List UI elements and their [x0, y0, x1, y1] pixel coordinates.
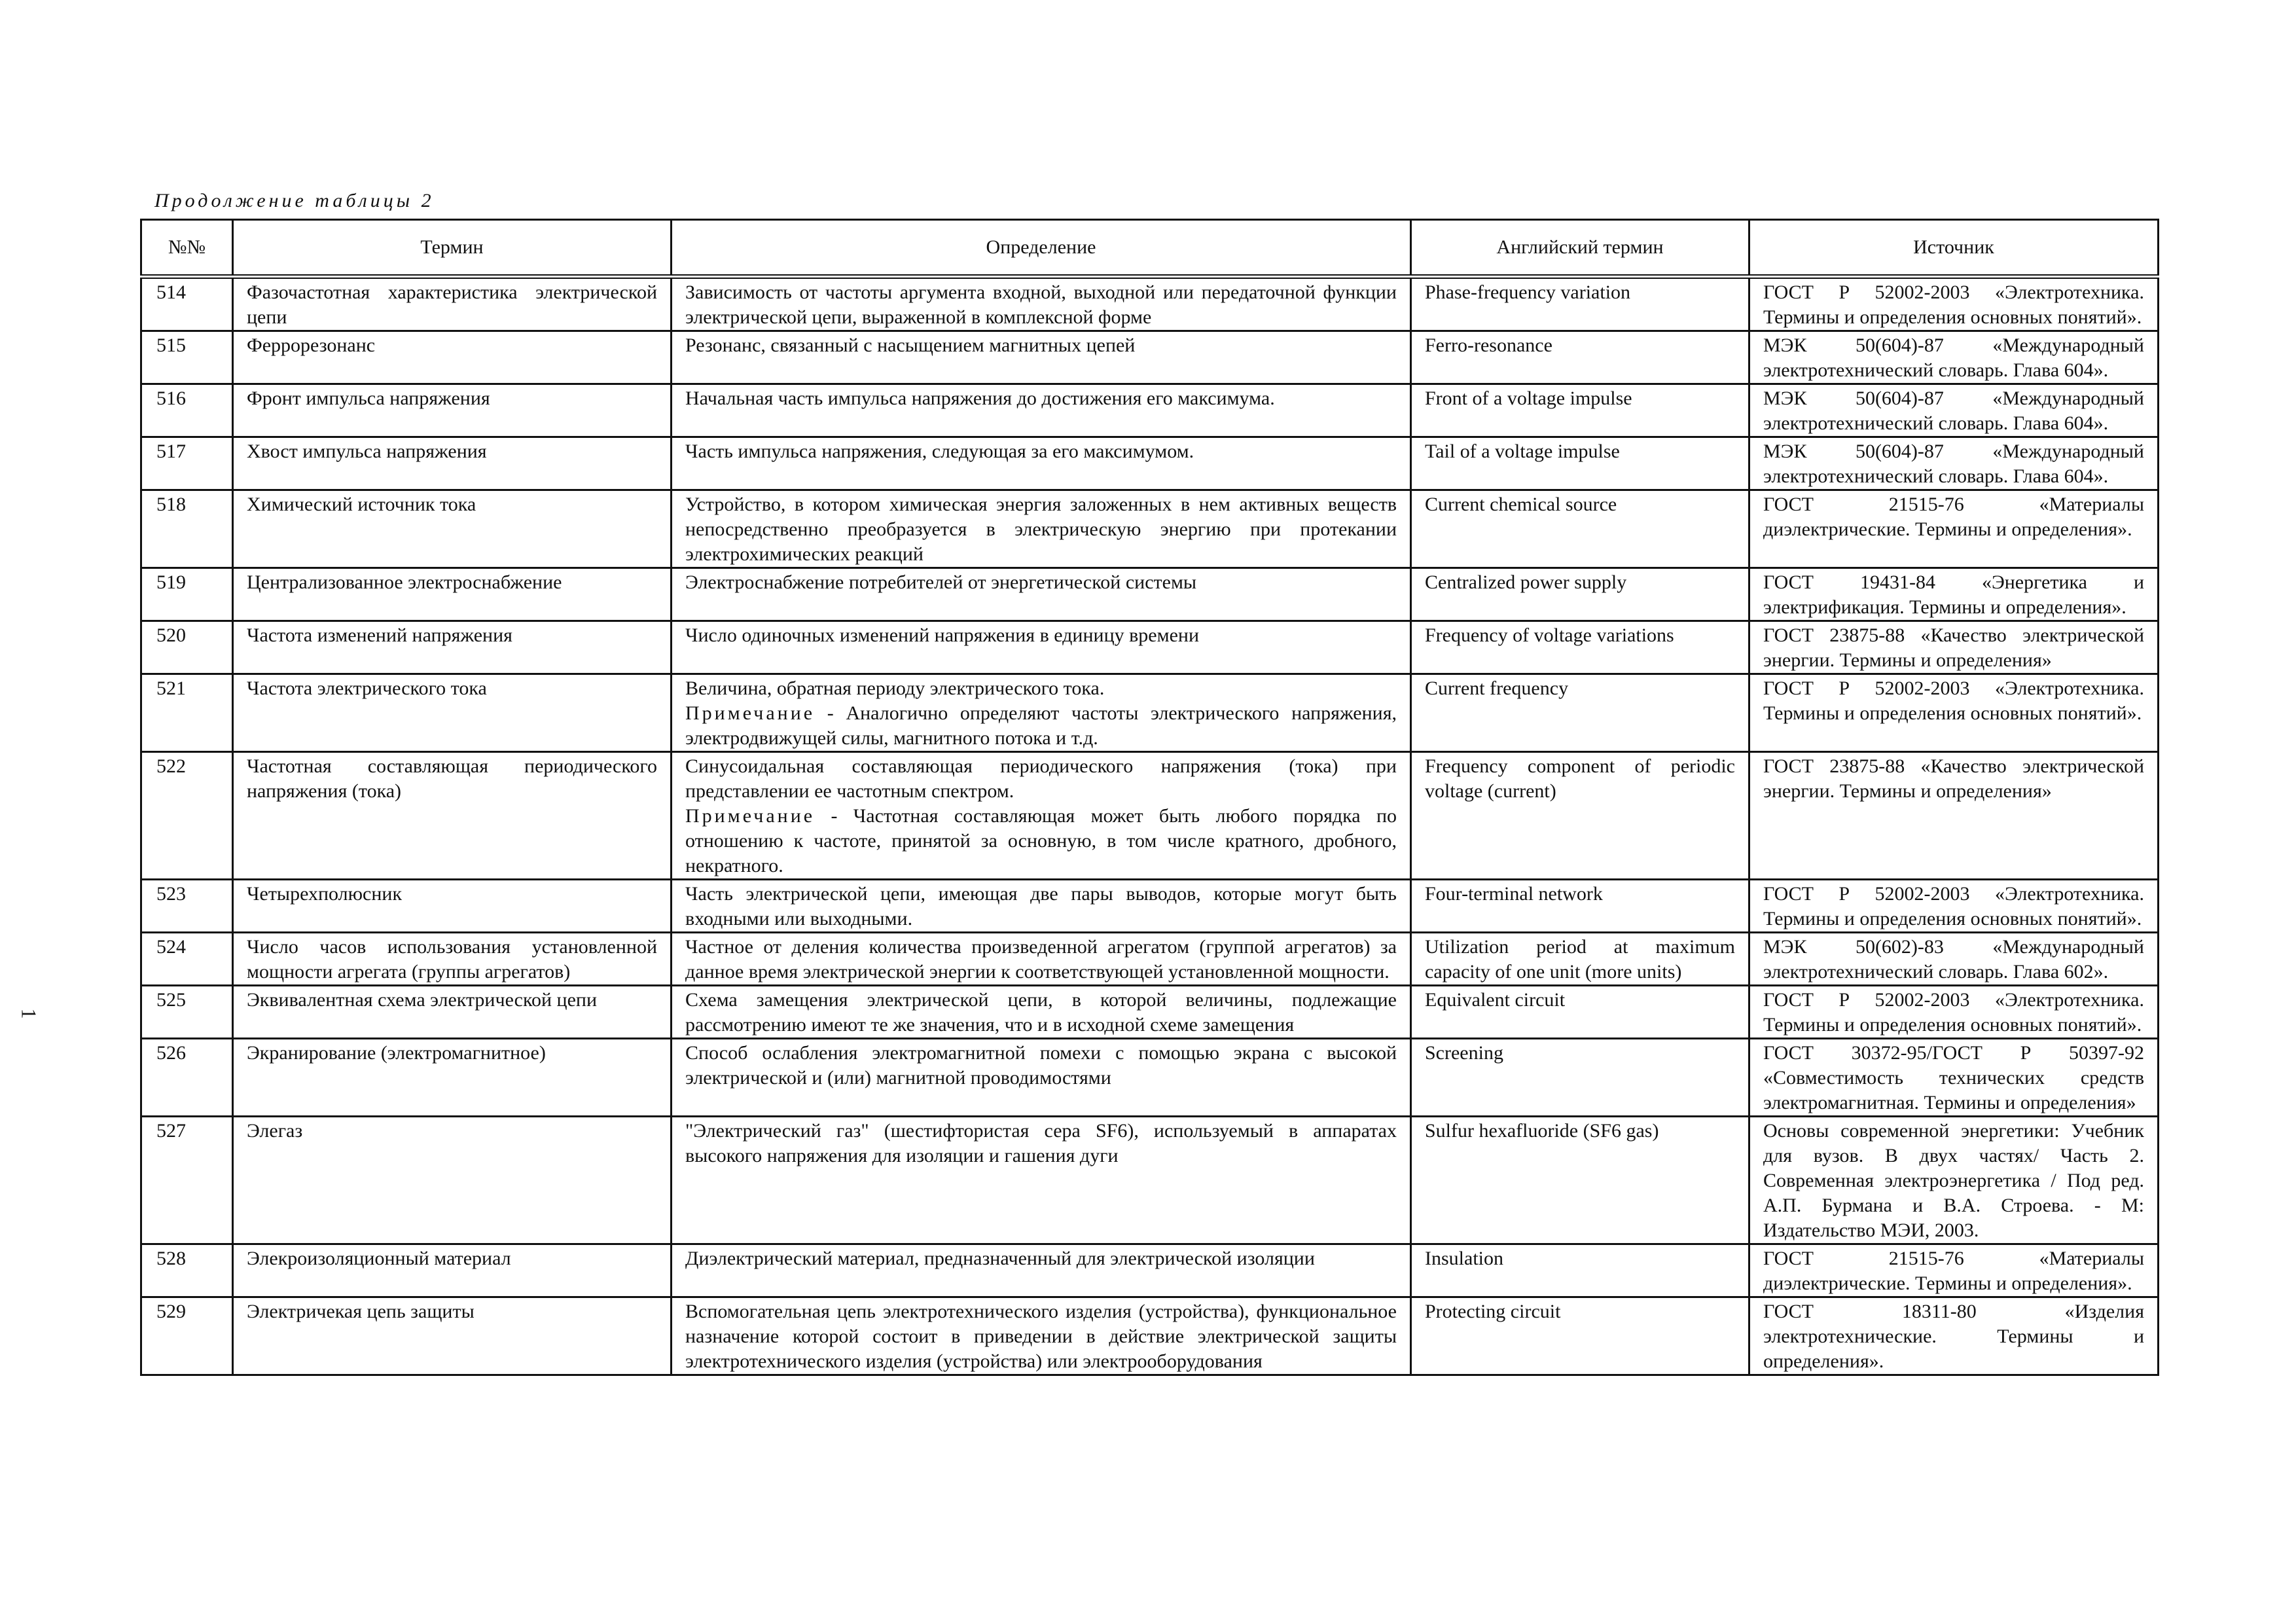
row-definition [672, 1117, 1411, 1244]
definition-text: "Электрический газ" (шестифтористая сера SF6), используемый в аппаратах высокого напряжения для изоляции и гашения дуги [685, 1120, 1397, 1166]
row-english-term: Tail of a voltage impulse [1411, 437, 1749, 490]
row-source: МЭК 50(604)-87 «Международный электротехнический словарь. Глава 604». [1749, 384, 2159, 437]
row-definition [672, 752, 1411, 880]
row-definition [672, 674, 1411, 752]
row-english-term: Centralized power supply [1411, 568, 1749, 621]
table-row [141, 1297, 2159, 1375]
note-text: - Аналогично определяют частоты электрического напряжения, электродвижущей силы, магнитного потока и т.д. [685, 702, 1397, 749]
row-source: МЭК 50(602)-83 «Международный электротехнический словарь. Глава 602». [1749, 933, 2159, 986]
row-english-term: Current frequency [1411, 674, 1749, 752]
row-term: Число часов использования установленной мощности агрегата (группы агрегатов) [233, 933, 672, 986]
table-row [141, 568, 2159, 621]
row-term: Частота электрического тока [233, 674, 672, 752]
row-english-term: Phase-frequency variation [1411, 277, 1749, 331]
definition-text: Частное от деления количества произведенной агрегатом (группой агрегатов) за данное время электрической энергии к соответствующей установленной мощности. [685, 936, 1397, 983]
row-number: 516 [141, 384, 233, 437]
row-definition [672, 1297, 1411, 1375]
header-source: Источник [1749, 220, 2159, 277]
row-number: 528 [141, 1244, 233, 1297]
row-definition [672, 933, 1411, 986]
row-source: ГОСТ 21515-76 «Материалы диэлектрические. Термины и определения». [1749, 1244, 2159, 1297]
definition-text: Схема замещения электрической цепи, в которой величины, подлежащие рассмотрению имеют те же значения, что и в исходной схеме замещения [685, 989, 1397, 1036]
row-source: ГОСТ 30372-95/ГОСТ Р 50397-92 «Совместимость технических средств электромагнитная. Термины и определения» [1749, 1039, 2159, 1117]
table-row [141, 752, 2159, 880]
row-term: Фазочастотная характеристика электрической цепи [233, 277, 672, 331]
table-row [141, 986, 2159, 1039]
row-source: ГОСТ Р 52002-2003 «Электротехника. Термины и определения основных понятий». [1749, 880, 2159, 933]
definition-text: Часть импульса напряжения, следующая за его максимумом. [685, 441, 1194, 462]
row-number: 524 [141, 933, 233, 986]
row-english-term: Utilization period at maximum capacity of one unit (more units) [1411, 933, 1749, 986]
row-number: 519 [141, 568, 233, 621]
header-english-term: Английский термин [1411, 220, 1749, 277]
row-english-term: Frequency of voltage variations [1411, 621, 1749, 674]
row-term: Экранирование (электромагнитное) [233, 1039, 672, 1117]
terms-table [140, 219, 2159, 1376]
row-source: ГОСТ 23875-88 «Качество электрической энергии. Термины и определения» [1749, 621, 2159, 674]
row-english-term: Equivalent circuit [1411, 986, 1749, 1039]
row-definition [672, 490, 1411, 568]
row-english-term: Ferro-resonance [1411, 331, 1749, 384]
row-definition [672, 437, 1411, 490]
definition-text: Электроснабжение потребителей от энергетической системы [685, 571, 1197, 593]
row-number: 529 [141, 1297, 233, 1375]
header-number: №№ [141, 220, 233, 277]
table-row [141, 1117, 2159, 1244]
row-number: 527 [141, 1117, 233, 1244]
row-term: Феррорезонанс [233, 331, 672, 384]
row-source: ГОСТ Р 52002-2003 «Электротехника. Термины и определения основных понятий». [1749, 986, 2159, 1039]
row-english-term: Front of a voltage impulse [1411, 384, 1749, 437]
row-source: ГОСТ Р 52002-2003 «Электротехника. Термины и определения основных понятий». [1749, 674, 2159, 752]
row-number: 514 [141, 277, 233, 331]
row-definition [672, 568, 1411, 621]
note-label: Примечание [685, 702, 816, 724]
row-term: Хвост импульса напряжения [233, 437, 672, 490]
row-term: Элегаз [233, 1117, 672, 1244]
row-definition [672, 986, 1411, 1039]
row-english-term: Frequency component of periodic voltage (current) [1411, 752, 1749, 880]
row-term: Фронт импульса напряжения [233, 384, 672, 437]
definition-text: Величина, обратная периоду электрического тока. [685, 677, 1105, 699]
table-row [141, 933, 2159, 986]
row-source: МЭК 50(604)-87 «Международный электротехнический словарь. Глава 604». [1749, 437, 2159, 490]
row-english-term: Sulfur hexafluoride (SF6 gas) [1411, 1117, 1749, 1244]
row-number: 518 [141, 490, 233, 568]
table-row [141, 437, 2159, 490]
table-row [141, 1039, 2159, 1117]
row-number: 517 [141, 437, 233, 490]
table-row [141, 674, 2159, 752]
row-definition [672, 621, 1411, 674]
page-number: 1 [17, 1008, 41, 1019]
row-definition [672, 384, 1411, 437]
row-number: 525 [141, 986, 233, 1039]
row-source: ГОСТ 19431-84 «Энергетика и электрификация. Термины и определения». [1749, 568, 2159, 621]
table-header-row [141, 220, 2159, 277]
row-english-term: Current chemical source [1411, 490, 1749, 568]
table-caption: Продолжение таблицы 2 [154, 190, 435, 211]
table-row [141, 880, 2159, 933]
definition-text: Устройство, в котором химическая энергия заложенных в нем активных веществ непосредственно преобразуется в электрическую энергию при протекании электрохимических реакций [685, 494, 1397, 565]
table-row [141, 331, 2159, 384]
row-term: Химический источник тока [233, 490, 672, 568]
row-term: Частотная составляющая периодического напряжения (тока) [233, 752, 672, 880]
header-term: Термин [233, 220, 672, 277]
table-body [141, 277, 2159, 1375]
row-definition [672, 1039, 1411, 1117]
row-source: Основы современной энергетики: Учебник для вузов. В двух частях/ Часть 2. Современная электроэнергетика / Под ред. А.П. Бурмана и В.А. Строева. - М: Издательство МЭИ, 2003. [1749, 1117, 2159, 1244]
row-source: ГОСТ 21515-76 «Материалы диэлектрические. Термины и определения». [1749, 490, 2159, 568]
row-source: ГОСТ 23875-88 «Качество электрической энергии. Термины и определения» [1749, 752, 2159, 880]
definition-note [685, 804, 1397, 878]
row-number: 523 [141, 880, 233, 933]
row-term: Частота изменений напряжения [233, 621, 672, 674]
row-number: 515 [141, 331, 233, 384]
table-row [141, 490, 2159, 568]
row-source: ГОСТ 18311-80 «Изделия электротехнические. Термины и определения». [1749, 1297, 2159, 1375]
definition-text: Начальная часть импульса напряжения до достижения его максимума. [685, 388, 1275, 409]
row-english-term: Four-terminal network [1411, 880, 1749, 933]
row-definition [672, 1244, 1411, 1297]
table-row [141, 384, 2159, 437]
row-number: 520 [141, 621, 233, 674]
definition-text: Часть электрической цепи, имеющая две пары выводов, которые могут быть входными или выходными. [685, 883, 1397, 929]
row-term: Эквивалентная схема электрической цепи [233, 986, 672, 1039]
note-label: Примечание [685, 805, 816, 827]
row-source: МЭК 50(604)-87 «Международный электротехнический словарь. Глава 604». [1749, 331, 2159, 384]
row-number: 526 [141, 1039, 233, 1117]
row-term: Четырехполюсник [233, 880, 672, 933]
table-row [141, 621, 2159, 674]
definition-text: Способ ослабления электромагнитной помехи с помощью экрана с высокой электрической и (или) магнитной проводимостями [685, 1042, 1397, 1089]
row-english-term: Screening [1411, 1039, 1749, 1117]
row-number: 522 [141, 752, 233, 880]
table-row [141, 277, 2159, 331]
definition-note [685, 701, 1397, 751]
row-definition [672, 880, 1411, 933]
row-number: 521 [141, 674, 233, 752]
definition-text: Резонанс, связанный с насыщением магнитных цепей [685, 334, 1136, 356]
row-english-term: Protecting circuit [1411, 1297, 1749, 1375]
definition-text: Зависимость от частоты аргумента входной, выходной или передаточной функции электрической цепи, выраженной в комплексной форме [685, 281, 1397, 328]
definition-text: Диэлектрический материал, предназначенный для электрической изоляции [685, 1248, 1315, 1269]
definition-text: Синусоидальная составляющая периодического напряжения (тока) при представлении ее частотным спектром. [685, 755, 1397, 802]
row-source: ГОСТ Р 52002-2003 «Электротехника. Термины и определения основных понятий». [1749, 277, 2159, 331]
header-definition: Определение [672, 220, 1411, 277]
row-definition [672, 331, 1411, 384]
table-row [141, 1244, 2159, 1297]
row-english-term: Insulation [1411, 1244, 1749, 1297]
row-term: Элекроизоляционный материал [233, 1244, 672, 1297]
definition-text: Число одиночных изменений напряжения в единицу времени [685, 624, 1200, 646]
row-definition [672, 277, 1411, 331]
row-term: Централизованное электроснабжение [233, 568, 672, 621]
definition-text: Вспомогательная цепь электротехнического изделия (устройства), функциональное назначение которой состоит в приведении в действие электрической защиты электротехнического изделия (устройства) или электрооборудования [685, 1301, 1397, 1372]
row-term: Электричекая цепь защиты [233, 1297, 672, 1375]
note-text: - Частотная составляющая может быть любого порядка по отношению к частоте, принятой за основную, в том числе кратного, дробного, некратного. [685, 805, 1397, 876]
